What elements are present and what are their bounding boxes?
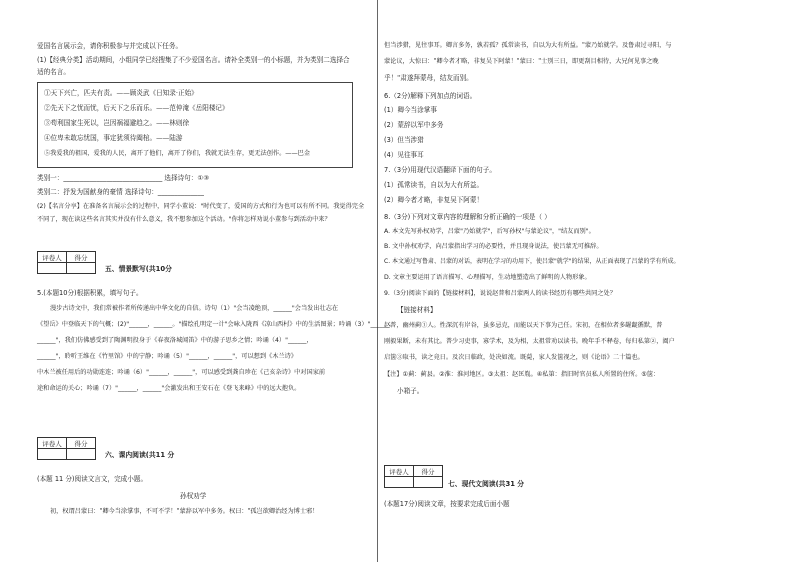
text-line: 漫步古诗文中，我们常被作者所传递出中华文化的自信。诗句（1）"会当凌绝顶，______"会当发出壮志在 — [50, 305, 339, 312]
score-table — [37, 251, 96, 274]
grader-label: 评卷人 — [38, 252, 67, 263]
text-line: (本题17分)阅读文章，按要求完成后面小题 — [384, 500, 510, 508]
text-line: 赵普，幽州蓟①人。性深沉有岸谷，虽多忌克，而能以天下事为己任。宋初，在相位者多龌龊循默，普 — [384, 322, 663, 329]
text-line: 但当涉猎，见往事耳。卿言多务，孰若孤？孤常读书，自以为大有所益。"蒙乃始就学。及鲁肃过寻阳，与 — [384, 42, 672, 49]
text-line: (本题 11 分)阅读文言文，完成小题。 — [37, 475, 148, 483]
text-line: (1)【经典分类】活动期间，小组同学已经搜集了不少爱国名言。请补全类别一的小标题，并为类别二选择合 — [37, 56, 350, 64]
text-line: 适的名言。 — [37, 68, 70, 76]
quote-item: ③苟利国家生死以，岂因祸福避趋之。——林则徐 — [44, 119, 190, 127]
grader-cell[interactable] — [385, 477, 414, 488]
text-line: (2)【名言分享】在准备名言展示会的过程中，同学小董说："时代变了，爱国的方式和行为也可以有所不同。我觉得完全 — [37, 203, 365, 210]
text-line: 【链接材料】 — [397, 306, 437, 314]
text-line: (1）卿今当涂掌事 — [384, 106, 437, 114]
section-title: 五、情景默写(共10分 — [105, 265, 172, 273]
text-line: 类别一：______________________________ 选择诗句：①③ — [37, 174, 210, 182]
grader-cell[interactable] — [38, 263, 67, 274]
text-line: 初，权谓吕蒙曰："卿今当涂掌事，不可不学！"蒙辞以军中多务。权曰："孤岂欲卿治经为博士邪！ — [50, 508, 319, 515]
text-line: 【注】①蓟：蓟县。②淮：淮河地区。③太祖：赵匡胤。④私第：指旧时官员私人所置的住所。⑤箧： — [384, 371, 660, 378]
quote-item: ⑤我爱我的祖国，爱我的人民，离开了他们，离开了你们，我就无法生存，更无法创作。——巴金 — [44, 150, 311, 157]
score-label: 得分 — [67, 252, 96, 263]
score-table — [37, 437, 96, 460]
text-line: 7.（3分)用现代汉语翻译下面的句子。 — [384, 166, 496, 174]
text-line: 刚毅果断，未有其比。普少习吏事，寡学术，及为相，太祖常劝以读书。晚年手不释卷，每归私第②，阖户 — [384, 338, 675, 345]
text-line: 6.（2分)解释下列加点的词语。 — [384, 92, 477, 100]
score-table — [384, 465, 443, 488]
text-line: (2）蒙辞以军中多务 — [384, 121, 444, 129]
section-title: 六、课内阅读(共11 分 — [105, 451, 175, 459]
text-line: 启箧③取书，读之竟日。及次日临政，处决如流。既薨，家人发箧视之，则《论语》二十篇也。 — [384, 354, 644, 361]
text-line: 《望岳》中登临天下的气概；(2)"______，______。"描绘孔明定一计"会咏入陇西《凉山西村》中的生活图景；吟诵（3）"______， — [37, 321, 396, 328]
text-line: (2）卿今者才略，非复吴下阿蒙！ — [384, 196, 484, 204]
option-a: A. 本文先写孙权劝学，吕蒙"乃始就学"，后写孙权"与蒙论议"，"结友而别"。 — [384, 228, 595, 235]
text-line: 蒙论议，大惊曰："卿今者才略，非复吴下阿蒙！"蒙曰："士别三日，即更刮目相待，大兄何见事之晚 — [384, 58, 659, 65]
text-line: (1）孤常读书，自以为大有所益。 — [384, 181, 484, 189]
text-line: 9.（3分)阅读下面的【链接材料】，说说赵普和吕蒙两人的读书经历有哪些共同之处？ — [384, 290, 616, 297]
option-b: B. 文中孙权劝学，向吕蒙指出学习的必要性，并且现身说法，使吕蒙无可推辞。 — [384, 243, 603, 250]
text-line: 途和命运的关心；吟诵（7）"______，______"会激发出和王安石在《登飞来峰》中的远大抱负。 — [37, 385, 301, 392]
text-line: 不同了，现在读这些名言其实并没有什么意义，我不想参加这个活动。"你将怎样劝说小董参与到活动中来？ — [37, 216, 331, 223]
passage-title: 孙权劝学 — [180, 492, 207, 500]
option-d: D. 文章主要运用了语言描写、心理描写，生动地塑造出了鲜明的人物形象。 — [384, 274, 591, 281]
score-label: 得分 — [67, 438, 96, 449]
text-line: (4）见往事耳 — [384, 151, 424, 159]
text-line: 5.(本题10分)根据积累，填写句子。 — [37, 289, 143, 297]
text-line: 类别二：抒发为国献身的豪情 选择诗句：______________ — [37, 188, 204, 196]
score-label: 得分 — [414, 466, 443, 477]
score-cell[interactable] — [67, 449, 96, 460]
grader-label: 评卷人 — [38, 438, 67, 449]
column-divider — [377, 0, 378, 562]
grader-label: 评卷人 — [385, 466, 414, 477]
text-line: 中木兰被任用后的功勋连连；吟诵（6）"______，______"，可以感受到龚自珍在《己亥杂诗》中对国家前 — [37, 369, 326, 376]
text-line: ______"，聆听王维在《竹里馆》中的宁静；吟诵（5）"______，______"，可以想到《木兰诗》 — [37, 353, 297, 360]
option-c: C. 本文通过写鲁肃、吕蒙的对话，表明在学习的功用下，使吕蒙"就学"的结果，从正面表现了吕蒙的学有所成。 — [384, 258, 680, 265]
text-line: 乎！"肃遂拜蒙母，结友而别。 — [384, 74, 473, 82]
grader-cell[interactable] — [38, 449, 67, 460]
text-line: 小箱子。 — [397, 387, 424, 395]
text-line: 爱国名言展示会，请你积极参与并完成以下任务。 — [37, 42, 183, 50]
quote-item: ①天下兴亡，匹夫有责。——顾炎武《日知录·正始》 — [44, 89, 198, 97]
text-line: (3）但当涉猎 — [384, 136, 424, 144]
score-cell[interactable] — [414, 477, 443, 488]
quote-item: ②先天下之忧而忧，后天下之乐而乐。——范仲淹《岳阳楼记》 — [44, 104, 229, 112]
text-line: 8.（3分)下列对文章内容的理解和分析正确的一项是（ ） — [384, 213, 551, 221]
text-line: ______"，我们仿佛感受到了陶渊明投身于《春夜洛城闻笛》中的游子思乡之情；吟诵（4）"______， — [37, 337, 313, 344]
quote-item: ④位卑未敢忘忧国，事定犹须待阖棺。——陆游 — [44, 134, 183, 142]
score-cell[interactable] — [67, 263, 96, 274]
section-title: 七、现代文阅读(共31 分 — [448, 480, 525, 488]
